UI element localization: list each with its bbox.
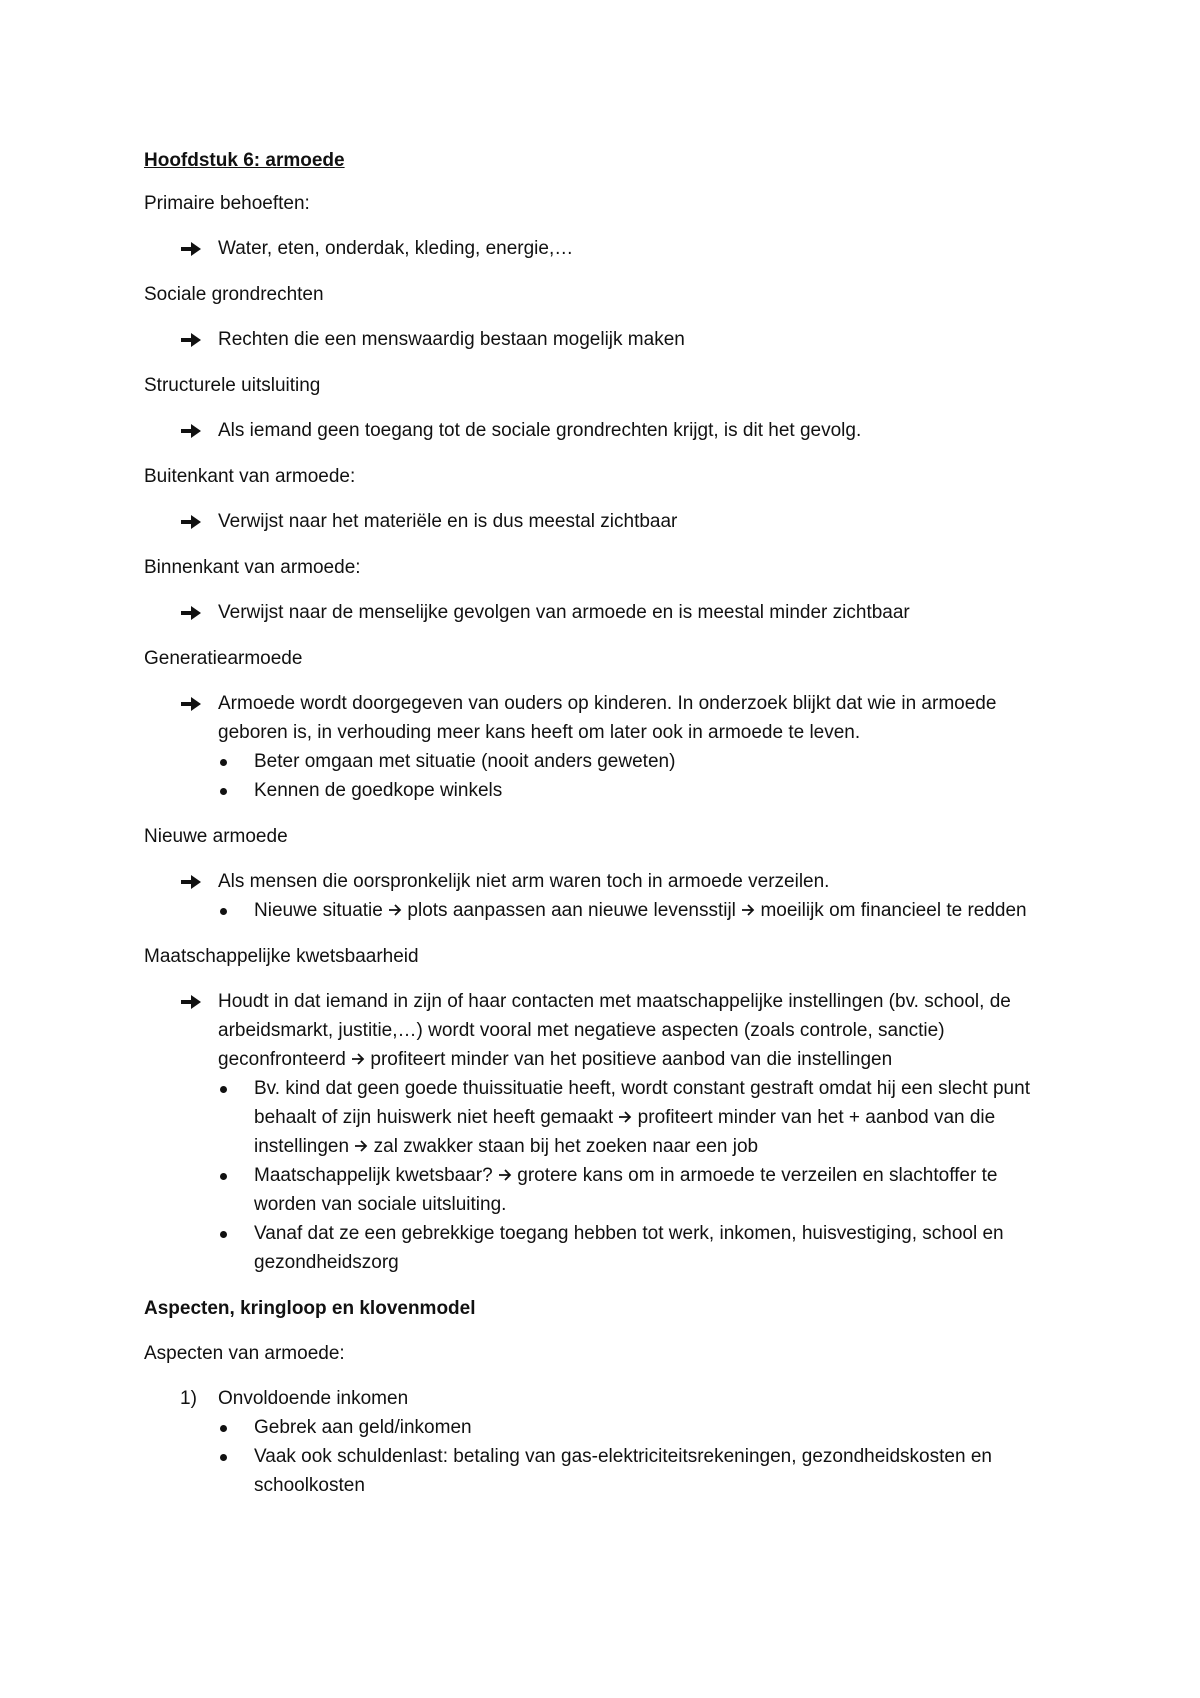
bullet-icon xyxy=(220,788,227,795)
bullet-text-part: grotere kans om in armoede te verzeilen en slachtoffer te worden van sociale uitsluiting. xyxy=(254,1165,998,1215)
list-item-text-part: Houdt in dat iemand in zijn of haar contacten met maatschappelijke instellingen (bv. school, de arbeidsmarkt, justitie,…) wordt vooral met negatieve aspecten (zoals controle, sanctie) geconfronteerd xyxy=(218,991,1011,1070)
bullet-text-part: Bv. kind dat geen goede thuissituatie heeft, wordt constant gestraft omdat hij een slecht punt behaalt of zijn huiswerk niet heeft gemaakt xyxy=(254,1078,1030,1128)
bullet-list xyxy=(144,1413,1064,1500)
list-item xyxy=(144,325,1064,354)
document-page xyxy=(144,146,1064,1517)
bullet-item xyxy=(144,896,1064,925)
bullet-list xyxy=(144,1074,1064,1277)
bullet-text-part: moeilijk om financieel te redden xyxy=(755,900,1027,921)
list-item xyxy=(144,987,1064,1074)
list-item-text: Als mensen die oorspronkelijk niet arm waren toch in armoede verzeilen. xyxy=(218,871,830,892)
bullet-item xyxy=(144,1442,1064,1500)
numbered-item xyxy=(144,1384,1064,1413)
bullet-text-part: profiteert minder van het + aanbod van die instellingen xyxy=(254,1107,996,1157)
bullet-item xyxy=(144,747,1064,776)
heading-maatschappelijke-kwetsbaarheid: Maatschappelijke kwetsbaarheid xyxy=(144,946,419,967)
right-arrow-icon xyxy=(181,507,203,536)
heading-nieuwe-armoede: Nieuwe armoede xyxy=(144,826,288,847)
bullet-text-part: Maatschappelijk kwetsbaar? xyxy=(254,1165,498,1186)
bullet-list xyxy=(144,747,1064,805)
list-item-text: Water, eten, onderdak, kleding, energie,… xyxy=(218,238,574,259)
bullet-item xyxy=(144,1413,1064,1442)
list-item-text: Verwijst naar de menselijke gevolgen van armoede en is meestal minder zichtbaar xyxy=(218,602,910,623)
bullet-text: Beter omgaan met situatie (nooit anders geweten) xyxy=(254,751,676,772)
bullet-text: Kennen de goedkope winkels xyxy=(254,780,503,801)
list-item-text: Rechten die een menswaardig bestaan mogelijk maken xyxy=(218,329,685,350)
bullet-item xyxy=(144,1219,1064,1277)
list-item-text-part: profiteert minder van het positieve aanbod van die instellingen xyxy=(365,1049,893,1070)
heading-binnenkant-armoede: Binnenkant van armoede: xyxy=(144,557,361,578)
right-arrow-icon xyxy=(181,416,203,445)
bullet-icon xyxy=(220,1086,227,1093)
right-arrow-inline-icon xyxy=(618,1110,632,1124)
list-item xyxy=(144,867,1064,896)
heading-generatiearmoede: Generatiearmoede xyxy=(144,648,303,669)
bullet-icon xyxy=(220,1425,227,1432)
list-item xyxy=(144,416,1064,445)
subheading-aspecten-van-armoede: Aspecten van armoede: xyxy=(144,1343,345,1364)
list-item xyxy=(144,689,1064,747)
right-arrow-icon xyxy=(181,325,203,354)
right-arrow-icon xyxy=(181,234,203,263)
bullet-text-part: zal zwakker staan bij het zoeken naar een job xyxy=(368,1136,759,1157)
bullet-text: Vanaf dat ze een gebrekkige toegang hebben tot werk, inkomen, huisvestiging, school en gezondheidszorg xyxy=(254,1223,1004,1273)
bullet-item xyxy=(144,1074,1064,1161)
right-arrow-inline-icon xyxy=(351,1052,365,1066)
bullet-text-part: plots aanpassen aan nieuwe levensstijl xyxy=(402,900,742,921)
heading-structurele-uitsluiting: Structurele uitsluiting xyxy=(144,375,321,396)
list-item xyxy=(144,507,1064,536)
bullet-text: Vaak ook schuldenlast: betaling van gas-elektriciteitsrekeningen, gezondheidskosten en schoolkosten xyxy=(254,1446,992,1496)
list-item-text: Als iemand geen toegang tot de sociale grondrechten krijgt, is dit het gevolg. xyxy=(218,420,862,441)
bullet-list xyxy=(144,896,1064,925)
right-arrow-icon xyxy=(181,598,203,627)
list-item xyxy=(144,234,1064,263)
numbered-item-text: Onvoldoende inkomen xyxy=(218,1388,409,1409)
right-arrow-icon xyxy=(181,867,203,896)
bullet-icon xyxy=(220,1231,227,1238)
bullet-item xyxy=(144,1161,1064,1219)
right-arrow-icon xyxy=(181,689,203,718)
heading-aspecten-kringloop-klovenmodel: Aspecten, kringloop en klovenmodel xyxy=(144,1298,476,1319)
heading-sociale-grondrechten: Sociale grondrechten xyxy=(144,284,324,305)
right-arrow-icon xyxy=(181,987,203,1016)
right-arrow-inline-icon xyxy=(741,903,755,917)
heading-primaire-behoeften: Primaire behoeften: xyxy=(144,193,310,214)
bullet-text-part: Nieuwe situatie xyxy=(254,900,389,921)
list-item-text: Armoede wordt doorgegeven van ouders op kinderen. In onderzoek blijkt dat wie in armoede geboren is, in verhouding meer kans heeft om later ook in armoede te leven. xyxy=(218,693,997,743)
right-arrow-inline-icon xyxy=(388,903,402,917)
bullet-icon xyxy=(220,1454,227,1461)
bullet-icon xyxy=(220,908,227,915)
right-arrow-inline-icon xyxy=(498,1168,512,1182)
item-number: 1) xyxy=(180,1388,197,1409)
list-item-text: Verwijst naar het materiële en is dus meestal zichtbaar xyxy=(218,511,678,532)
page-title: Hoofdstuk 6: armoede xyxy=(144,150,345,171)
bullet-item xyxy=(144,776,1064,805)
list-item xyxy=(144,598,1064,627)
heading-buitenkant-armoede: Buitenkant van armoede: xyxy=(144,466,356,487)
bullet-icon xyxy=(220,759,227,766)
bullet-text: Gebrek aan geld/inkomen xyxy=(254,1417,472,1438)
bullet-icon xyxy=(220,1173,227,1180)
right-arrow-inline-icon xyxy=(354,1139,368,1153)
